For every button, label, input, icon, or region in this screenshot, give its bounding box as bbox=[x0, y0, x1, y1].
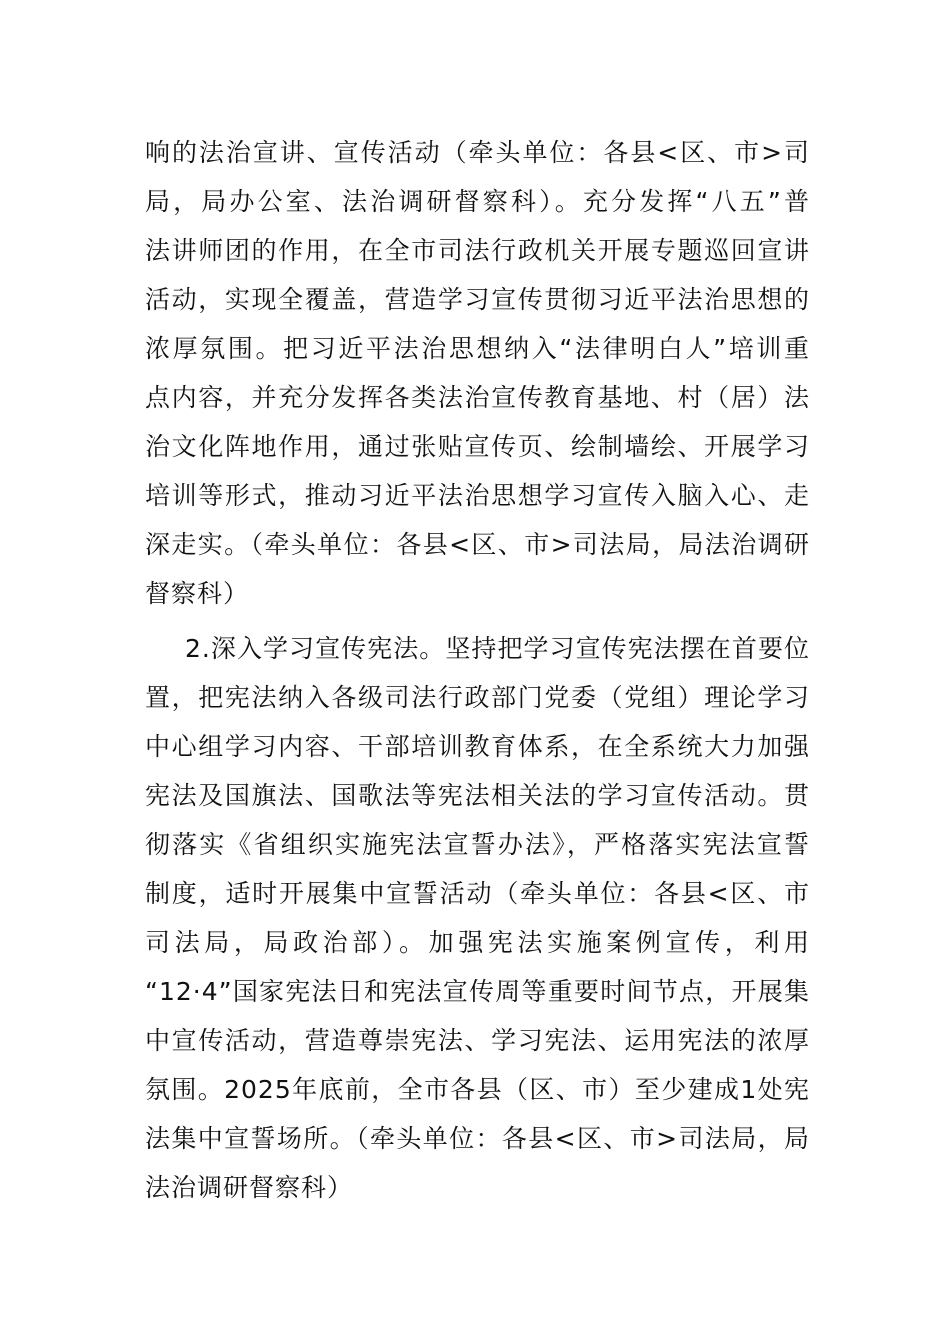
paragraph-line: 法治调研督察科） bbox=[145, 1173, 354, 1202]
paragraph-line: 制度，适时开展集中宣誓活动（牵头单位：各县<区、市 bbox=[145, 879, 810, 908]
paragraph-line: 2.深入学习宣传宪法。坚持把学习宣传宪法摆在首要位 bbox=[185, 634, 810, 663]
paragraph-line: 响的法治宣讲、宣传活动（牵头单位：各县<区、市>司 bbox=[145, 138, 810, 167]
paragraph-line: 中心组学习内容、干部培训教育体系，在全系统大力加强 bbox=[145, 732, 810, 761]
paragraph-line: 局，局办公室、法治调研督察科）。充分发挥“八五”普 bbox=[145, 187, 810, 216]
paragraph-line: 法讲师团的作用，在全市司法行政机关开展专题巡回宣讲 bbox=[145, 236, 810, 265]
paragraph-line: “12·4”国家宪法日和宪法宣传周等重要时间节点，开展集 bbox=[145, 977, 810, 1006]
paragraph-line: 氛围。2025年底前，全市各县（区、市）至少建成1处宪 bbox=[145, 1075, 810, 1104]
paragraph-line: 中宣传活动，营造尊崇宪法、学习宪法、运用宪法的浓厚 bbox=[145, 1026, 810, 1055]
paragraph-line: 宪法及国旗法、国歌法等宪法相关法的学习宣传活动。贯 bbox=[145, 781, 810, 810]
paragraph-line: 督察科） bbox=[145, 579, 250, 608]
paragraph-line: 活动，实现全覆盖，营造学习宣传贯彻习近平法治思想的 bbox=[145, 285, 810, 314]
paragraph-line: 司法局，局政治部）。加强宪法实施案例宣传，利用 bbox=[145, 928, 810, 957]
paragraph-line: 深走实。（牵头单位：各县<区、市>司法局，局法治调研 bbox=[145, 530, 810, 559]
paragraph-line: 浓厚氛围。把习近平法治思想纳入“法律明白人”培训重 bbox=[145, 334, 810, 363]
paragraph-line: 培训等形式，推动习近平法治思想学习宣传入脑入心、走 bbox=[145, 481, 810, 510]
paragraph-constitution bbox=[145, 624, 810, 1212]
paragraph-line: 置，把宪法纳入各级司法行政部门党委（党组）理论学习 bbox=[145, 683, 810, 712]
paragraph-line: 彻落实《省组织实施宪法宣誓办法》，严格落实宪法宣誓 bbox=[145, 830, 810, 859]
paragraph-continued bbox=[145, 128, 810, 618]
paragraph-line: 治文化阵地作用，通过张贴宣传页、绘制墙绘、开展学习 bbox=[145, 432, 810, 461]
paragraph-line: 法集中宣誓场所。（牵头单位：各县<区、市>司法局，局 bbox=[145, 1124, 810, 1153]
paragraph-line: 点内容，并充分发挥各类法治宣传教育基地、村（居）法 bbox=[145, 383, 810, 412]
